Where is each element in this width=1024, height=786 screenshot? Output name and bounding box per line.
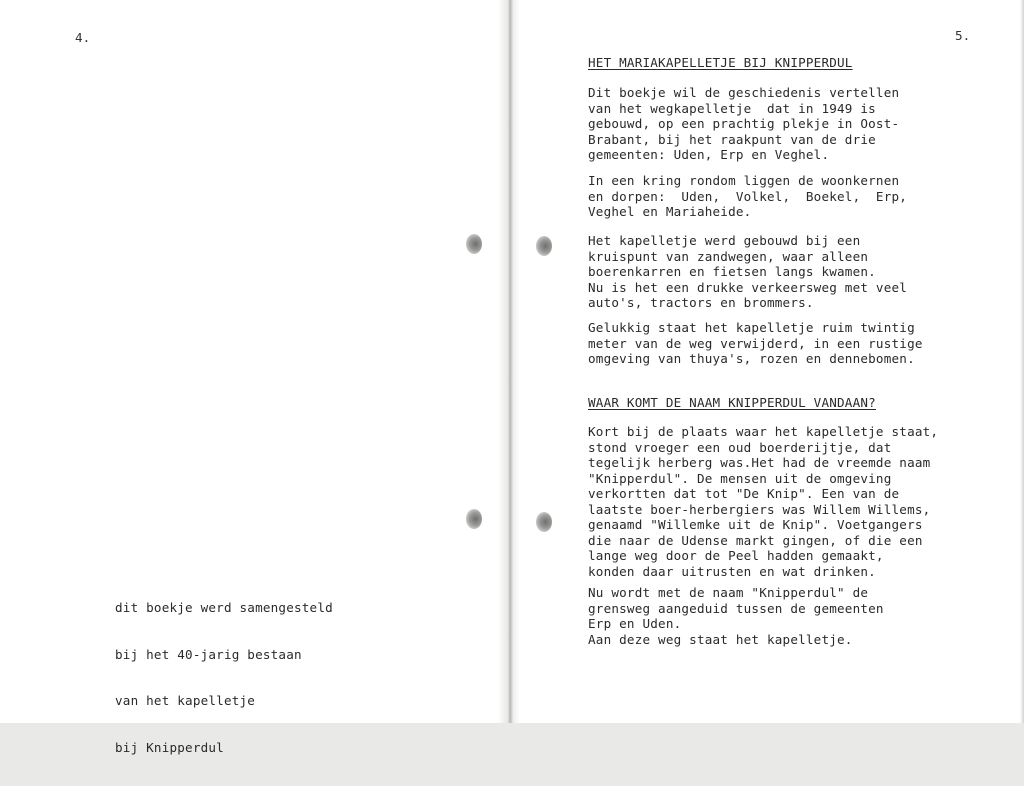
paragraph: Het kapelletje werd gebouwd bij een kruispunt van zandwegen, waar alleen boerenkarren en fietsen langs kwamen. Nu is het een drukke verkeersweg met veel auto's, tractors en brommers. bbox=[588, 233, 908, 310]
paragraph: Nu wordt met de naam "Knipperdul" de grensweg aangeduid tussen de gemeenten Erp en Uden. Aan deze weg staat het kapelletje. bbox=[588, 585, 884, 647]
punch-hole-icon bbox=[466, 234, 482, 254]
colophon-line: bij het 40-jarig bestaan bbox=[115, 646, 302, 662]
section-heading: WAAR KOMT DE NAAM KNIPPERDUL VANDAAN? bbox=[588, 395, 876, 410]
paragraph: Gelukkig staat het kapelletje ruim twintig meter van de weg verwijderd, in een rustige omgeving van thuya's, rozen en dennebomen. bbox=[588, 320, 923, 366]
colophon-line: van het kapelletje bbox=[115, 693, 256, 708]
paragraph: Kort bij de plaats waar het kapelletje staat, stond vroeger een oud boerderijtje, dat tegelijk herberg was.Het had de vreemde naam "Knipperdul". De mensen uit de omgeving verkortten dat tot "De Knip". Een van de laatste boer-herbergiers was Willem Willems, genaamd "Willemke uit de Knip". Voetgangers die naar de Udense markt gingen, of die een lange weg door de Peel hadden gemaakt, konden daar uitrusten en wat drinken. bbox=[588, 424, 939, 579]
punch-hole-icon bbox=[536, 512, 552, 532]
paragraph: Dit boekje wil de geschiedenis vertellen van het wegkapelletje dat in 1949 is gebouwd, op een prachtig plekje in Oost- Brabant, bij het raakpunt van de drie gemeenten: Uden, Erp en Veghel. bbox=[588, 85, 900, 162]
colophon-line: dit boekje werd samengesteld bbox=[115, 600, 333, 615]
punch-hole-icon bbox=[536, 236, 552, 256]
punch-hole-icon bbox=[466, 509, 482, 529]
left-page bbox=[0, 0, 510, 755]
page-edge-shadow bbox=[1020, 0, 1024, 723]
binding-gutter bbox=[498, 0, 520, 723]
colophon bbox=[115, 569, 333, 786]
colophon-line: bij Knipperdul bbox=[115, 739, 224, 755]
paragraph: In een kring rondom liggen de woonkernen en dorpen: Uden, Volkel, Boekel, Erp, Veghel en Mariaheide. bbox=[588, 173, 908, 219]
page-number-right: 5. bbox=[955, 28, 971, 43]
page-number-left: 4. bbox=[75, 30, 91, 45]
section-heading: HET MARIAKAPELLETJE BIJ KNIPPERDUL bbox=[588, 55, 853, 70]
